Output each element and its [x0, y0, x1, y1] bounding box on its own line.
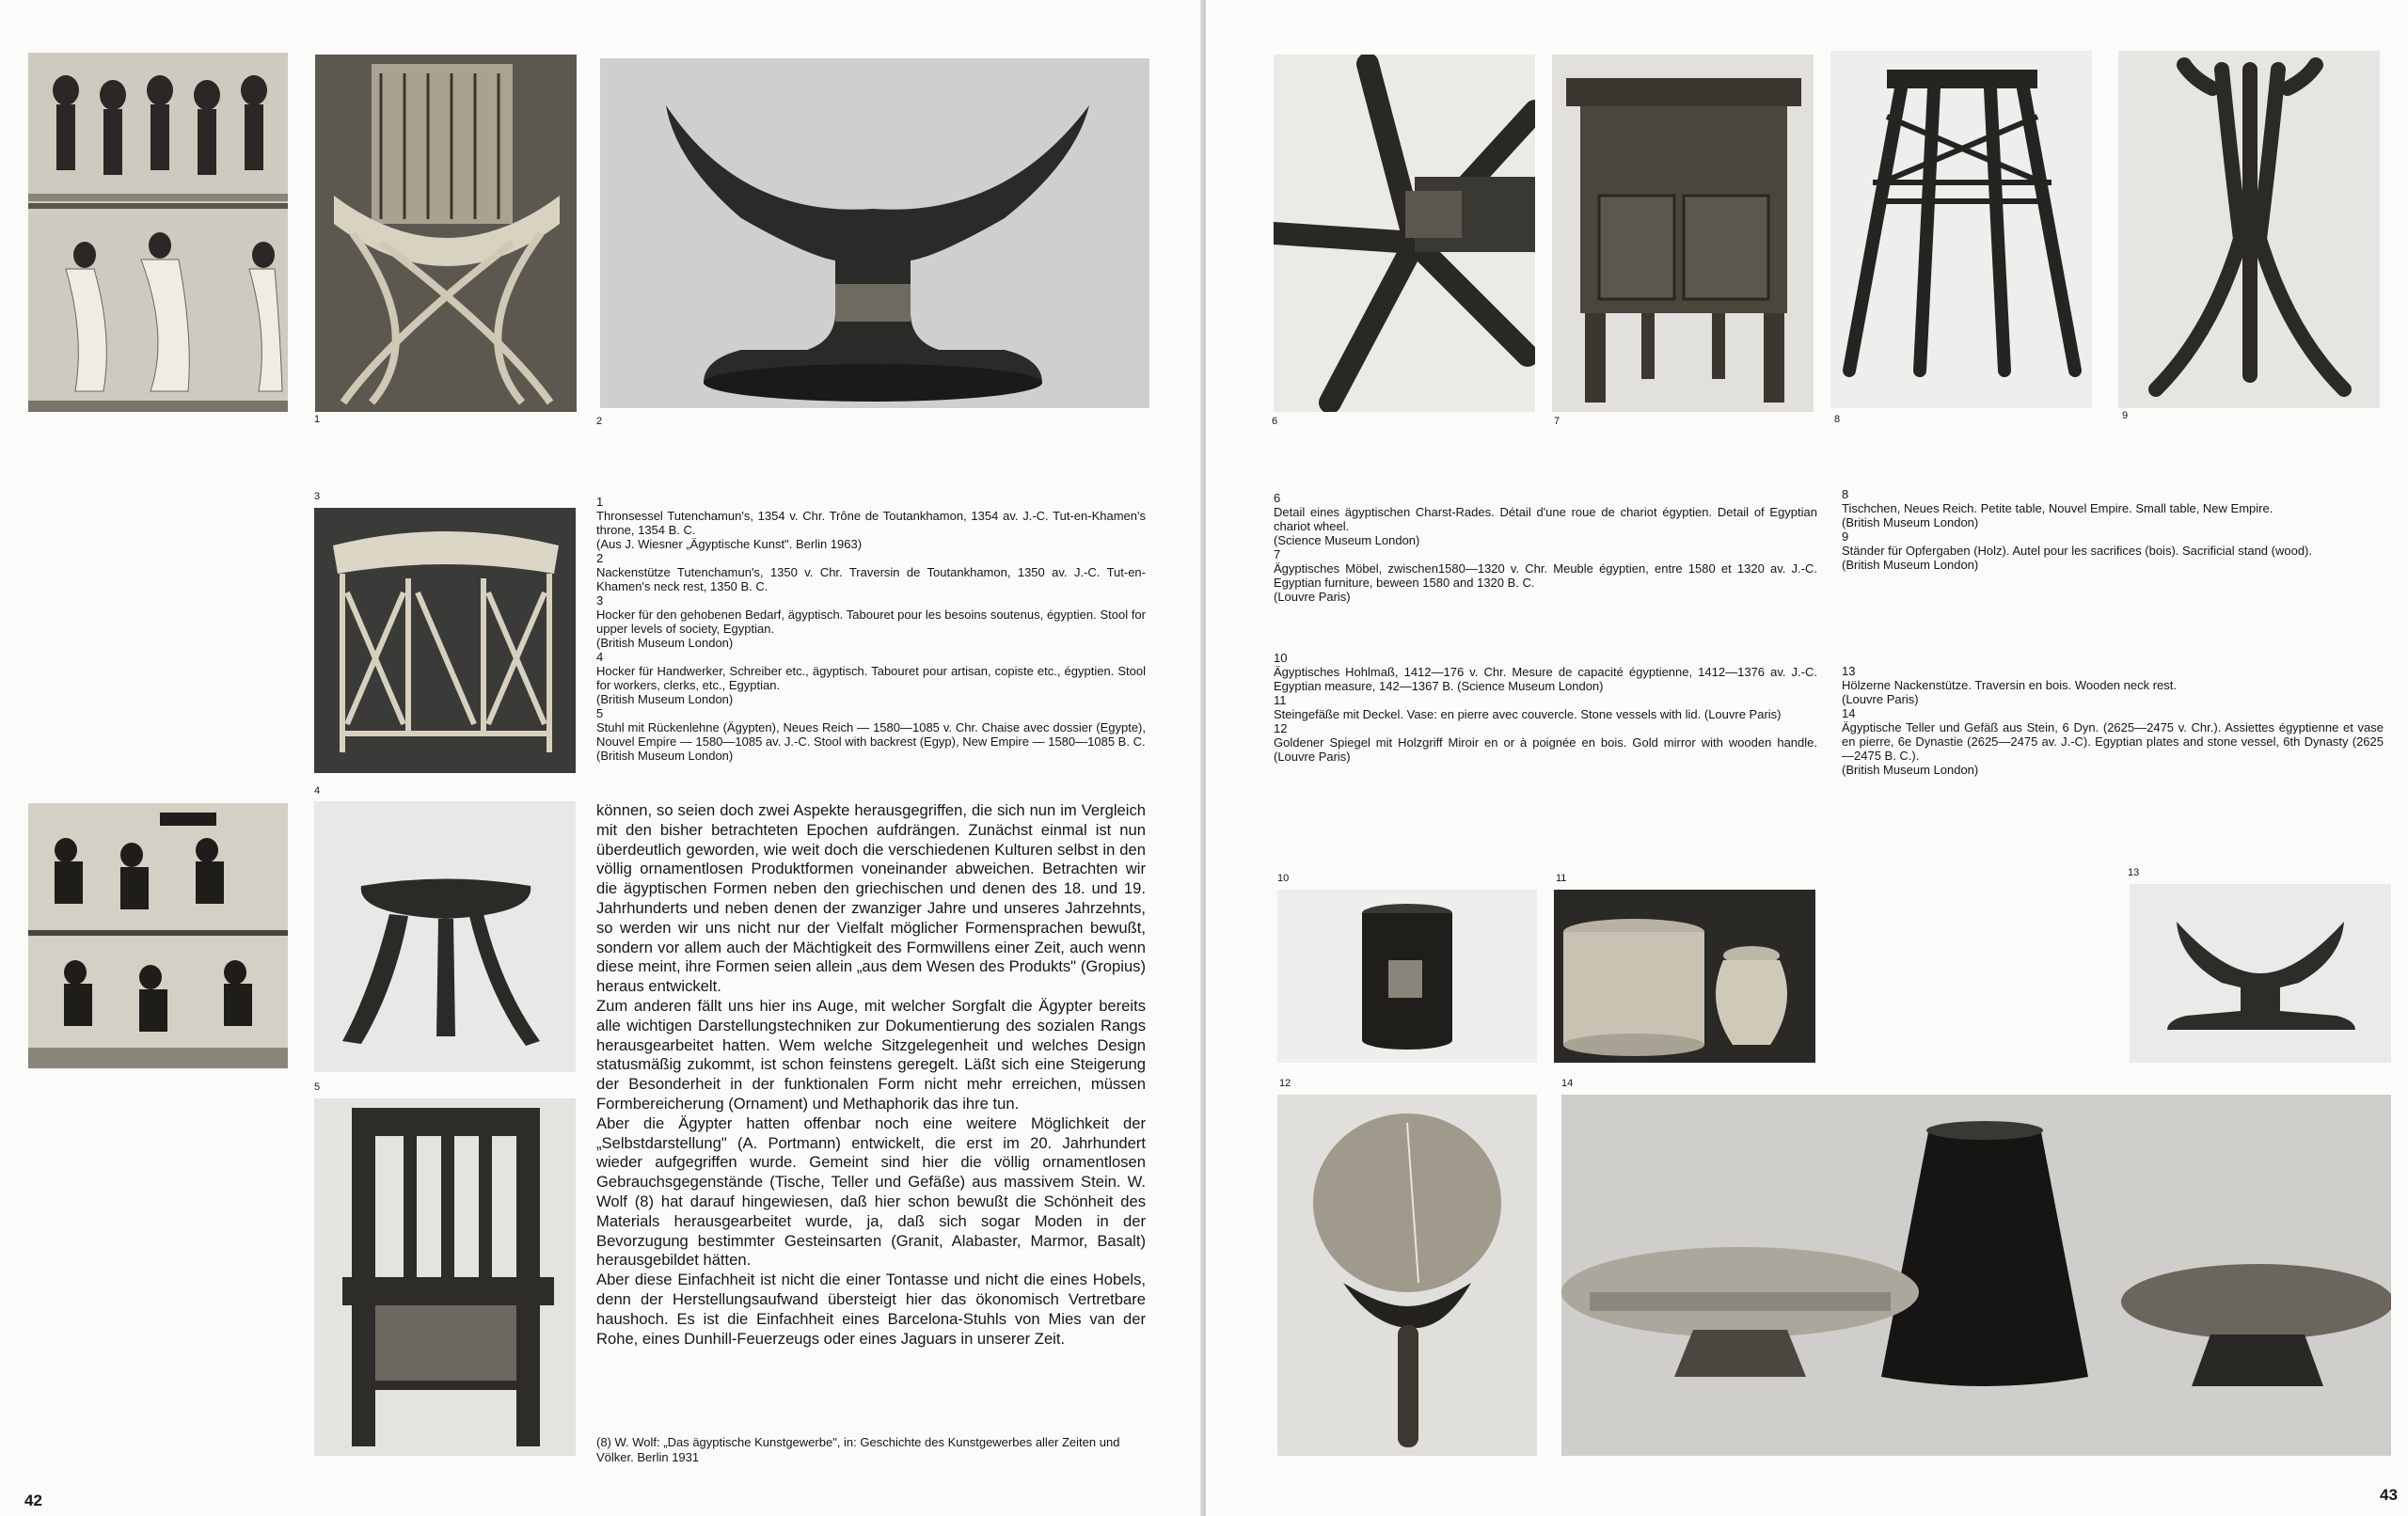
caption-13-text: Hölzerne Nackenstütze. Traversin en bois. Wooden neck rest. [1842, 678, 2177, 692]
caption-8-source: (British Museum London) [1842, 515, 1979, 529]
body-paragraph-2: Zum anderen fällt uns hier ins Auge, mit welcher Sorgfalt die Ägypter bereits alle wichtigen Darstellungstechniken zur Dokumentierung des sozialen Rangs herausgearbeitet hatten. Wem welche Sitzgelegenheit und welches Design statusmäßig zukommt, ist schon feinstens geregelt. Läßt sich eine Steigerung der Besonderheit in der funktionalen Form nicht mehr erreichen, müssen Formbereicherung (Ornament) und Methaphorik das ihre tun. [596, 996, 1146, 1113]
figure-number-9: 9 [2122, 410, 2129, 421]
footnote: (8) W. Wolf: „Das ägyptische Kunstgewerbe", in: Geschichte des Kunstgewerbes aller Zeiten und Völker. Berlin 1931 [596, 1435, 1120, 1464]
caption-5-text: Stuhl mit Rückenlehne (Ägypten), Neues Reich — 1580—1085 v. Chr. Chaise avec dossier (Egypte), Nouvel Empire — 1580—1085 av. J.-C. Stool with backrest (Egyp), New Empire — 1580—1085 B. C. [596, 720, 1146, 749]
caption-block-8-9 [1842, 487, 2384, 572]
caption-13-number: 13 [1842, 664, 1856, 678]
body-paragraph-4: Aber diese Einfachheit ist nicht die einer Tontasse und nicht die eines Hobels, denn der Herstellungsaufwand übersteigt hier das ökonomisch Vertretbare haushoch. Es ist die Einfachheit eines Barcelona-Stuhls von Mies van der Rohe, eines Dunhill-Feuerzeugs oder eines Jaguars in unserer Zeit. [596, 1271, 1146, 1348]
caption-7-source: (Louvre Paris) [1274, 590, 1351, 604]
page-number-left: 42 [24, 1492, 42, 1509]
figure-14-stone-plates-photo [1561, 1095, 2391, 1456]
figure-8-small-table-photo [1830, 51, 2092, 408]
caption-block-6-7 [1274, 491, 1817, 604]
caption-5-source: (British Museum London) [596, 749, 734, 763]
figure-1-throne-photo [315, 55, 577, 412]
figure-number-3: 3 [314, 491, 321, 502]
caption-12-number: 12 [1274, 721, 1288, 735]
left-page [0, 0, 1202, 1516]
caption-10-text: Ägyptisches Hohlmaß, 1412—176 v. Chr. Mesure de capacité égyptienne, 1412—1376 av. J.-C. Egyptian measure, 142—1367 B. (Science Museum London) [1274, 665, 1817, 693]
figure-number-12: 12 [1279, 1078, 1291, 1089]
figure-3-stool-photo [314, 508, 576, 773]
caption-6-source: (Science Museum London) [1274, 533, 1420, 547]
figure-13-wooden-neck-rest-photo [2130, 884, 2391, 1063]
caption-11-number: 11 [1274, 693, 1287, 707]
caption-block-13-14 [1842, 664, 2384, 777]
caption-9-text: Ständer für Opfergaben (Holz). Autel pour les sacrifices (bois). Sacrificial stand (wood). [1842, 544, 2312, 558]
caption-4-number: 4 [596, 650, 604, 664]
caption-9-number: 9 [1842, 529, 1849, 544]
caption-2-number: 2 [596, 551, 604, 565]
main-body-text [596, 801, 1146, 1349]
caption-14-number: 14 [1842, 706, 1856, 720]
figure-number-7: 7 [1554, 416, 1560, 427]
caption-3-source: (British Museum London) [596, 636, 734, 650]
figure-4-three-legged-stool-photo [314, 801, 576, 1072]
figure-number-2: 2 [596, 416, 603, 427]
caption-9-source: (British Museum London) [1842, 558, 1979, 572]
caption-7-text: Ägyptisches Möbel, zwischen1580—1320 v. Chr. Meuble égyptien, entre 1580 et 1320 av. J.-C. Egyptian furniture, beween 1580 and 1320 B. C. [1274, 561, 1817, 590]
figure-9-sacrificial-stand-photo [2118, 51, 2380, 408]
caption-6-text: Detail eines ägyptischen Charst-Rades. Détail d'une roue de chariot égyptien. Detail of Egyptian chariot wheel. [1274, 505, 1817, 533]
figure-7-cabinet-photo [1552, 55, 1814, 412]
figure-2-neck-rest-photo [600, 58, 1149, 408]
figure-number-4: 4 [314, 785, 321, 797]
caption-4-text: Hocker für Handwerker, Schreiber etc., ägyptisch. Tabouret pour artisan, copiste etc., égyptien. Stool for workers, clerks, etc., Egyptian. [596, 664, 1146, 692]
caption-13-source: (Louvre Paris) [1842, 692, 1919, 706]
figure-10-measure-photo [1277, 890, 1537, 1063]
caption-10-number: 10 [1274, 651, 1288, 665]
figure-5-chair-photo [314, 1098, 576, 1456]
page-number-right: 43 [2380, 1486, 2398, 1504]
caption-1-number: 1 [596, 495, 604, 509]
figure-number-13: 13 [2128, 867, 2140, 878]
figure-number-5: 5 [314, 1082, 321, 1093]
figure-6-chariot-wheel-photo [1274, 55, 1535, 412]
caption-3-number: 3 [596, 593, 604, 608]
figure-11-stone-vessels-photo [1554, 890, 1815, 1063]
caption-8-number: 8 [1842, 487, 1849, 501]
caption-5-number: 5 [596, 706, 604, 720]
figure-number-8: 8 [1834, 414, 1841, 425]
caption-4-source: (British Museum London) [596, 692, 734, 706]
caption-2-text: Nackenstütze Tutenchamun's, 1350 v. Chr. Traversin de Toutankhamon, 1350 av. J.-C. Tut-en-Khamen's neck rest, 1350 B. C. [596, 565, 1146, 593]
caption-block-10-12 [1274, 651, 1817, 764]
caption-12-text: Goldener Spiegel mit Holzgriff Miroir en or à poignée en bois. Gold mirror with wooden handle. (Louvre Paris) [1274, 735, 1817, 764]
caption-14-text: Ägyptische Teller und Gefäß aus Stein, 6 Dyn. (2625—2475 v. Chr.). Assiettes égyptienne et vase en pierre, 6e Dynastie (2625—2475 av. J.-C). Egyptian plates and stone vessel, 6th Dynasty (2625—2475 B. C.). [1842, 720, 2384, 763]
figure-1-wall-painting [28, 53, 288, 412]
caption-14-source: (British Museum London) [1842, 763, 1979, 777]
caption-block-left [596, 495, 1146, 763]
figure-number-14: 14 [1561, 1078, 1574, 1089]
caption-8-text: Tischchen, Neues Reich. Petite table, Nouvel Empire. Small table, New Empire. [1842, 501, 2273, 515]
figure-number-1: 1 [314, 414, 321, 425]
figure-number-11: 11 [1556, 873, 1567, 884]
figure-number-6: 6 [1272, 416, 1278, 427]
caption-7-number: 7 [1274, 547, 1281, 561]
body-paragraph-1: können, so seien doch zwei Aspekte herausgegriffen, die sich nun im Vergleich mit den bisher betrachteten Epochen aufdrängen. Zunächst einmal ist nun überdeutlich geworden, wie weit doch die verschiedenen Kulturen selbst in den völlig ornamentlosen Produktformen voneinander abweichen. Betrachten wir die ägyptischen Formen neben den griechischen und denen des 18. und 19. Jahrhunderts und neben denen der zwanziger Jahre und unseres Jahrzehnts, so werden wir uns nicht nur der Vielfalt möglicher Formensprachen bewußt, sondern vor allem auch der Mächtigkeit des Formwillens einer Zeit, auch wenn diese meint, ihre Formen seien allein „aus dem Wesen des Produkts" (Gropius) heraus entwickelt. [596, 801, 1146, 996]
right-page [1206, 0, 2408, 1516]
body-paragraph-3: Aber die Ägypter hatten offenbar noch eine weitere Möglichkeit der „Selbstdarstellung" (A. Portmann) entwickelt, die erst im 20. Jahrhundert wieder aufgegriffen wurde. Gemeint sind hier die völlig ornamentlosen Gebrauchsgegenstände (Tische, Teller und Gefäße) aus massivem Stein. W. Wolf (8) hat darauf hingewiesen, daß hier schon bewußt die Schönheit des Materials herausgearbeitet wurde, ja, daß sich sogar Moden in der Bevorzugung bestimmter Gesteinsarten (Granit, Alabaster, Marmor, Basalt) herausgebildet hätten. [596, 1113, 1146, 1270]
figure-wall-painting-workers [28, 803, 288, 1068]
caption-11-text: Steingefäße mit Deckel. Vase: en pierre avec couvercle. Stone vessels with lid. (Louvre Paris) [1274, 707, 1782, 721]
figure-number-10: 10 [1277, 873, 1290, 884]
caption-6-number: 6 [1274, 491, 1281, 505]
caption-1-text: Thronsessel Tutenchamun's, 1354 v. Chr. Trône de Toutankhamon, 1354 av. J.-C. Tut-en-Khamen's throne, 1354 B. C. [596, 509, 1146, 537]
caption-1-source: (Aus J. Wiesner „Ägyptische Kunst". Berlin 1963) [596, 537, 863, 551]
caption-3-text: Hocker für den gehobenen Bedarf, ägyptisch. Tabouret pour les besoins soutenus, égyptien. Stool for upper levels of society, Egyptian. [596, 608, 1146, 636]
figure-12-mirror-photo [1277, 1095, 1537, 1456]
